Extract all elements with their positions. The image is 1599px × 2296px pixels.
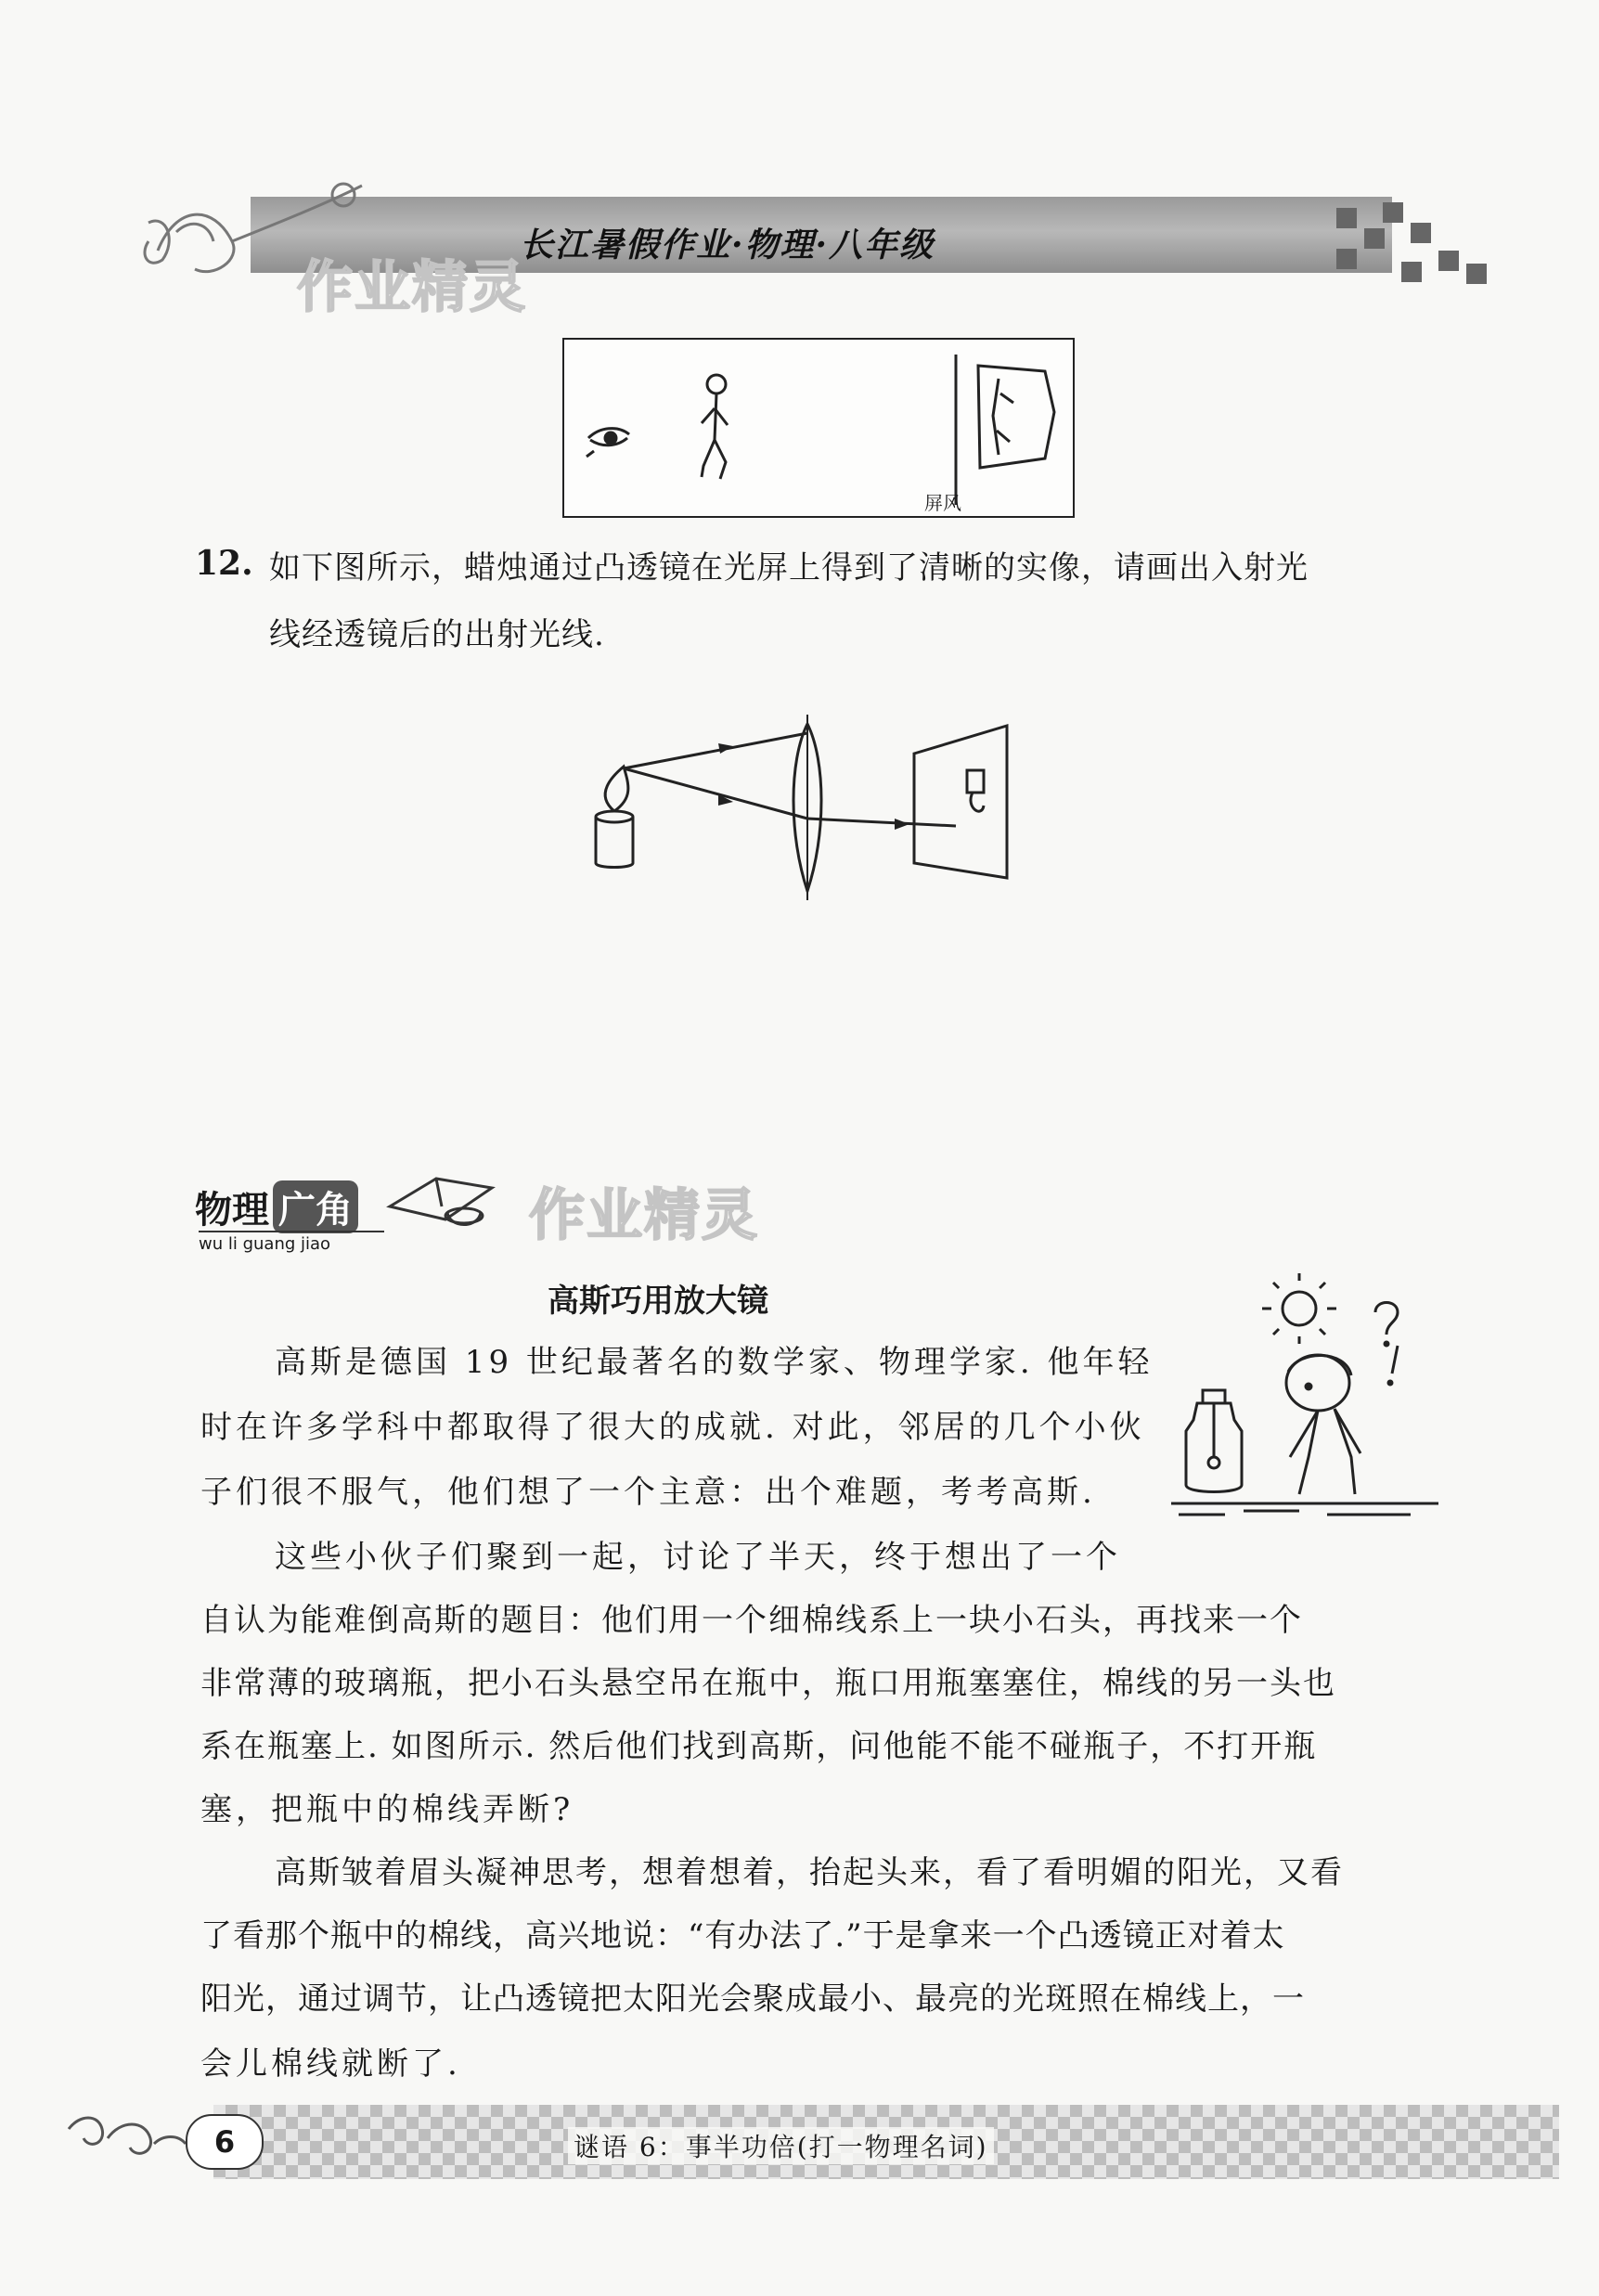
checker-square bbox=[1336, 249, 1357, 269]
article-title: 高斯巧用放大镜 bbox=[548, 1283, 768, 1320]
eye-icon bbox=[587, 429, 629, 457]
gauss-bottle-illustration bbox=[1169, 1271, 1448, 1531]
checker-square bbox=[1438, 251, 1459, 271]
article-line: 塞，把瓶中的棉线弄断? bbox=[200, 1791, 574, 1828]
watermark: 作业精灵 bbox=[529, 1183, 759, 1248]
exclamation-icon bbox=[1392, 1346, 1398, 1374]
ray-to-lens-top bbox=[624, 733, 807, 768]
riddle-text: 谜语 6：事半功倍(打一物理名词) bbox=[568, 2127, 994, 2164]
article-line: 子们很不服气，他们想了一个主意：出个难题，考考高斯. bbox=[200, 1474, 1096, 1511]
person-icon bbox=[702, 375, 728, 479]
checker-square bbox=[1383, 202, 1403, 223]
inverted-candle-image-icon bbox=[967, 770, 984, 811]
article-line: 了看那个瓶中的棉线，高兴地说：“有办法了.”于是拿来一个凸透镜正对着太 bbox=[200, 1917, 1285, 1954]
article-line: 这些小伙子们聚到一起，讨论了半天，终于想出了一个 bbox=[275, 1539, 1121, 1576]
article-line: 会儿棉线就断了. bbox=[200, 2045, 461, 2083]
page-number: 6 bbox=[186, 2114, 264, 2170]
section-logo-text: 物理 bbox=[195, 1189, 269, 1232]
footer-swirl-ornament-icon bbox=[61, 2092, 191, 2175]
article-line: 高斯是德国 19 世纪最著名的数学家、物理学家. 他年轻 bbox=[275, 1344, 1154, 1381]
light-screen bbox=[914, 726, 1007, 878]
sun-icon bbox=[1262, 1273, 1336, 1344]
question-text-line-2: 线经透镜后的出射光线. bbox=[269, 616, 605, 653]
question-text-line-1: 如下图所示，蜡烛通过凸透镜在光屏上得到了清晰的实像，请画出入射光 bbox=[269, 549, 1309, 587]
ray-to-lens-center bbox=[624, 768, 807, 819]
checker-square bbox=[1466, 264, 1487, 284]
boy-icon bbox=[1286, 1355, 1360, 1494]
checker-square bbox=[1401, 262, 1422, 282]
shadow-on-screen-icon bbox=[978, 366, 1054, 468]
header-title: 长江暑假作业·物理·八年级 bbox=[520, 226, 935, 264]
question-number: 12. bbox=[195, 544, 253, 583]
section-logo bbox=[195, 1180, 358, 1233]
ray-through-center bbox=[807, 819, 956, 826]
figure-candle-lens-screen bbox=[575, 705, 1058, 909]
checker-square bbox=[1364, 228, 1385, 249]
screen-label: 屏风 bbox=[924, 492, 961, 514]
question-mark-icon bbox=[1375, 1303, 1398, 1335]
article-line: 系在瓶塞上. 如图所示. 然后他们找到高斯，问他能不能不碰瓶子，不打开瓶 bbox=[200, 1728, 1318, 1765]
watermark: 作业精灵 bbox=[297, 255, 527, 320]
article-line: 自认为能难倒高斯的题目：他们用一个细棉线系上一块小石头，再找来一个 bbox=[200, 1602, 1303, 1639]
article-line: 非常薄的玻璃瓶，把小石头悬空吊在瓶中，瓶口用瓶塞塞住，棉线的另一头也 bbox=[200, 1665, 1336, 1702]
bottle-icon bbox=[1186, 1390, 1242, 1492]
article-line: 时在许多学科中都取得了很大的成就. 对此，邻居的几个小伙 bbox=[200, 1409, 1145, 1446]
figure1-drawing bbox=[562, 338, 1075, 518]
candle-icon bbox=[596, 767, 633, 868]
section-logo-pinyin: wu li guang jiao bbox=[199, 1231, 384, 1254]
checker-square bbox=[1411, 223, 1431, 243]
article-line: 阳光，通过调节，让凸透镜把太阳光会聚成最小、最亮的光斑照在棉线上，一 bbox=[200, 1980, 1305, 2018]
book-teacup-icon bbox=[380, 1151, 501, 1234]
checker-square bbox=[1336, 208, 1357, 228]
article-line: 高斯皱着眉头凝神思考，想着想着，抬起头来，看了看明媚的阳光，又看 bbox=[275, 1854, 1344, 1891]
section-logo-badge: 广角 bbox=[273, 1180, 358, 1233]
